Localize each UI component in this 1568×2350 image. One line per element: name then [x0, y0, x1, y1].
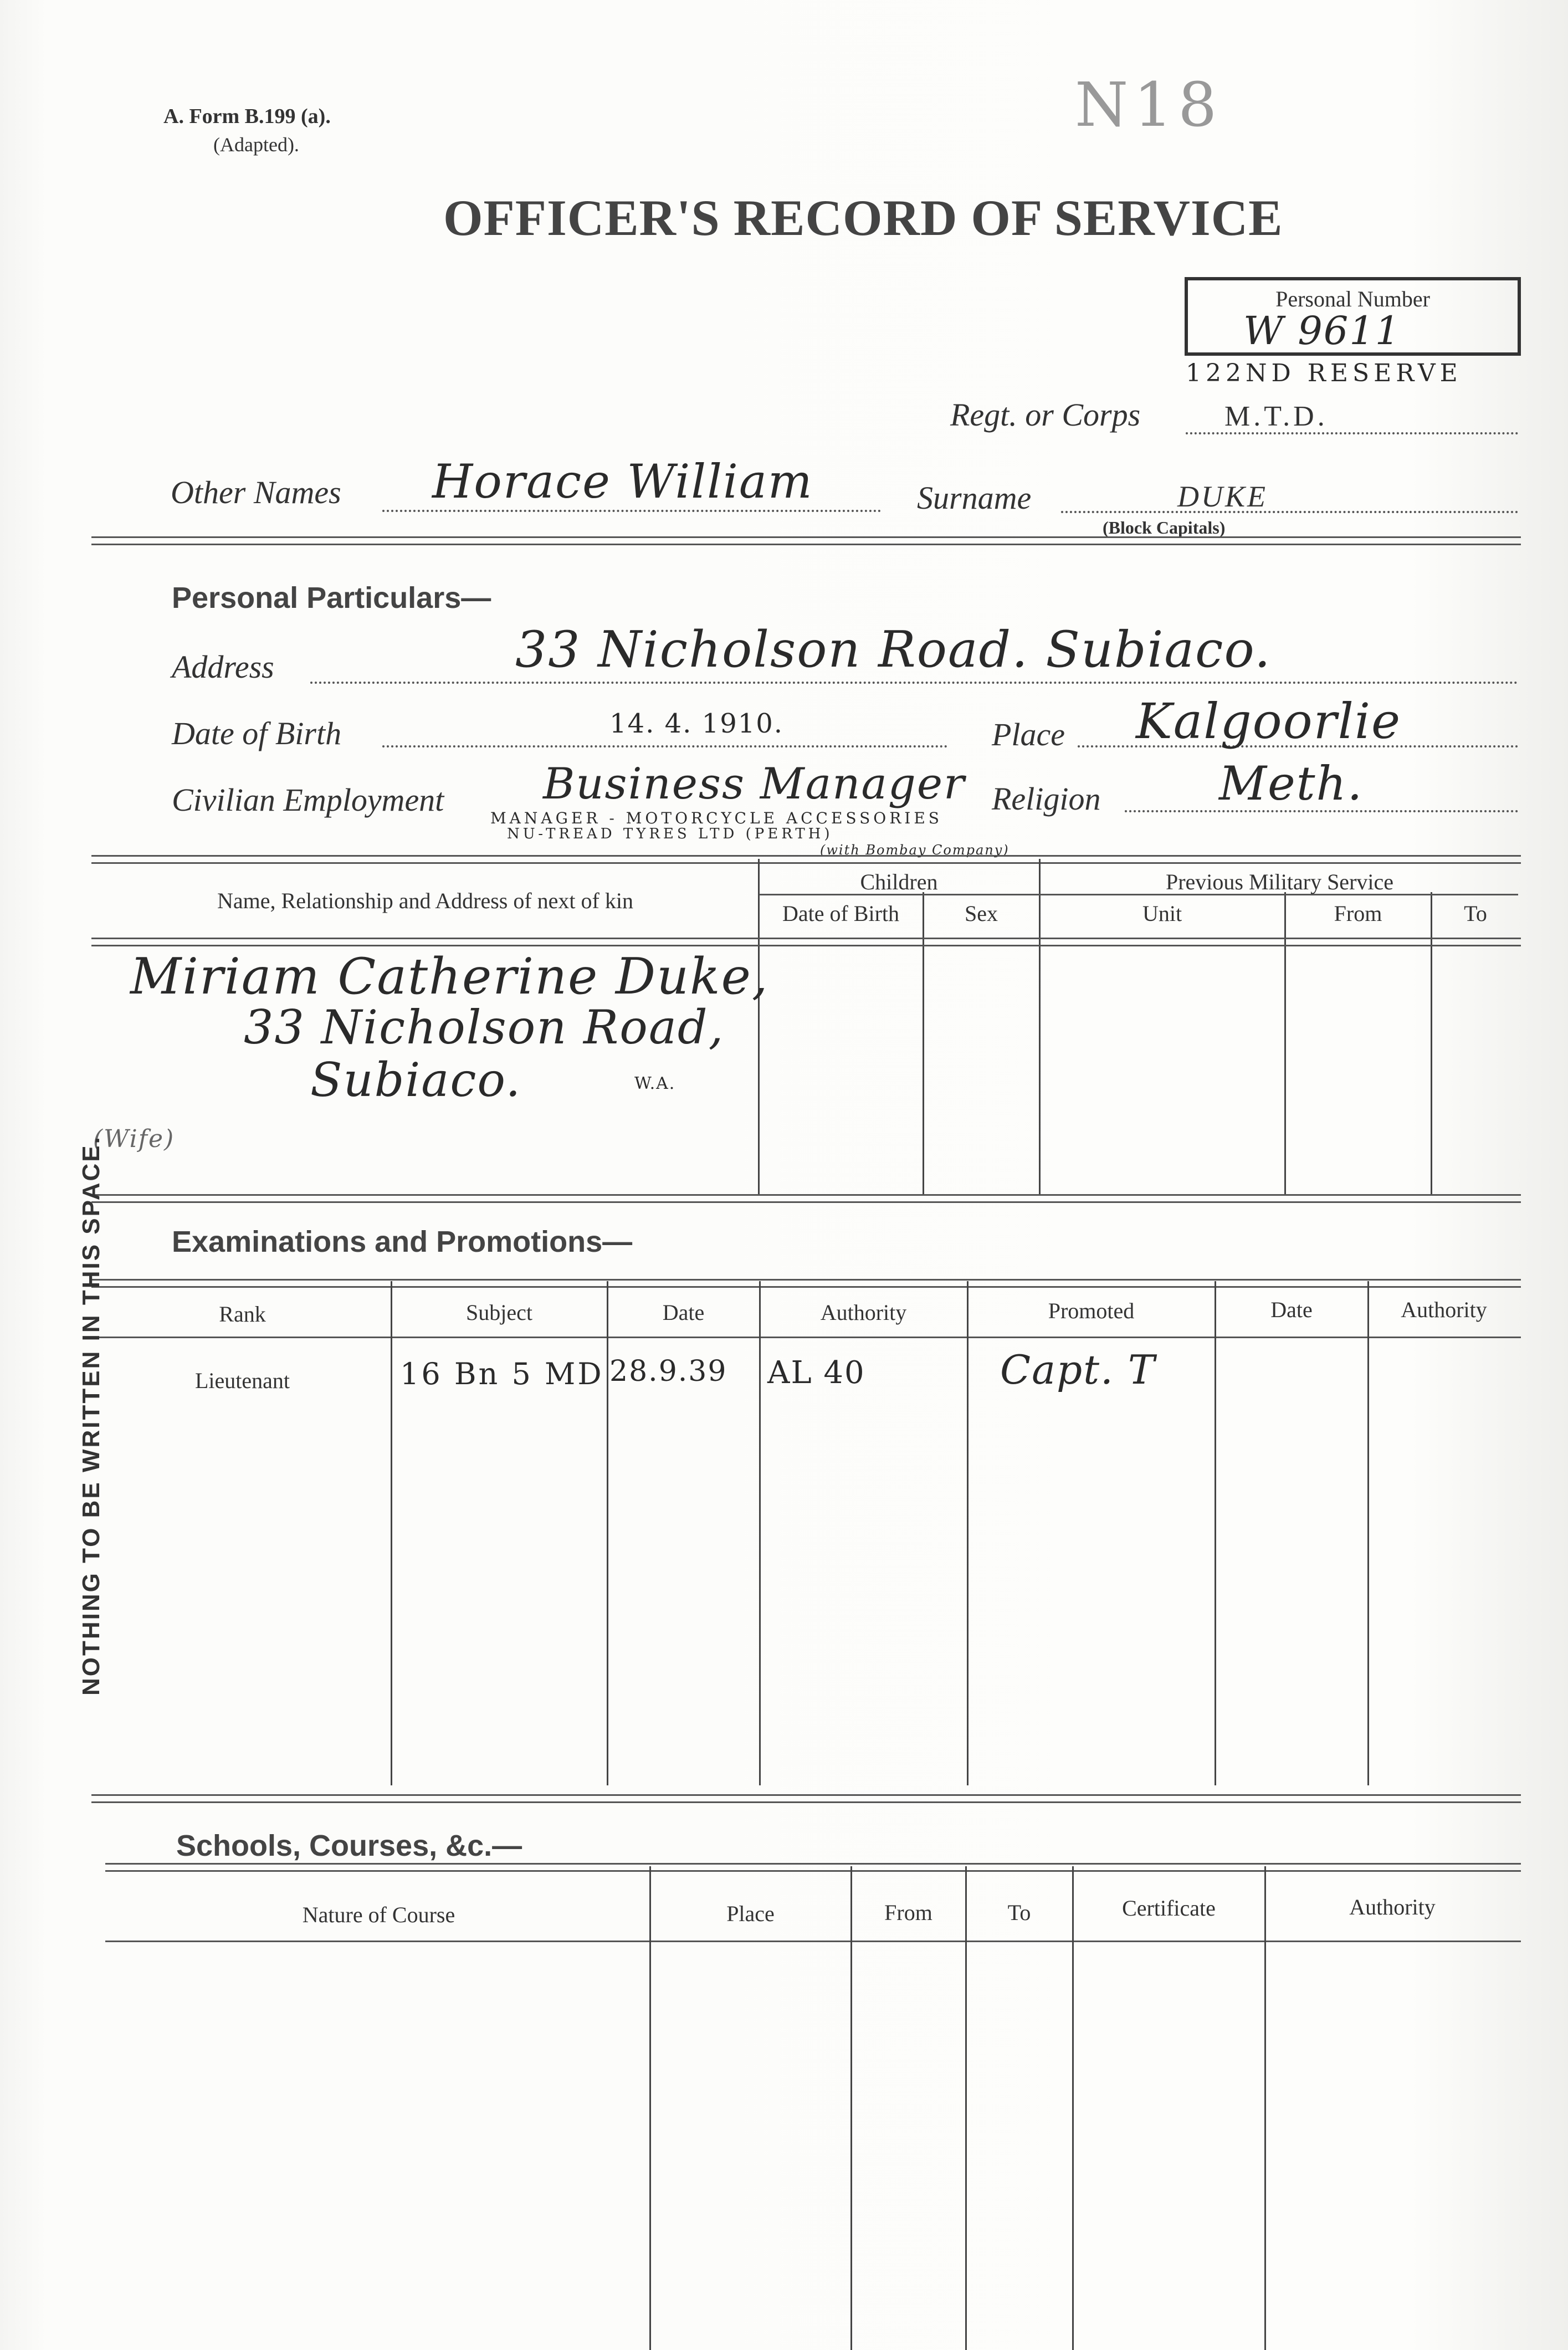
- personal-number-note: 122ND RESERVE: [1186, 359, 1462, 387]
- previous-service-unit-header: Unit: [1142, 901, 1182, 926]
- next-of-kin-address: 33 Nicholson Road,: [244, 1000, 725, 1054]
- employment-value: Business Manager: [543, 759, 966, 809]
- children-sex-header: Sex: [965, 901, 998, 926]
- col-divider: [607, 1281, 608, 1785]
- col-divider: [965, 1866, 967, 2350]
- examinations-heading: Examinations and Promotions—: [172, 1225, 633, 1258]
- table-top-rule: [91, 855, 1521, 864]
- employment-note-2: NU-TREAD TYRES LTD (PERTH): [507, 826, 833, 842]
- courses-col-place: Place: [726, 1901, 775, 1926]
- address-label: Address: [172, 649, 274, 685]
- personal-particulars-heading: Personal Particulars—: [172, 581, 491, 615]
- exams-top-rule: [91, 1279, 1521, 1288]
- courses-top-rule: [105, 1863, 1521, 1872]
- exams-col-promoted: Promoted: [1048, 1298, 1135, 1323]
- previous-service-from-header: From: [1334, 901, 1382, 926]
- surname-label: Surname: [917, 480, 1032, 516]
- exam-rank: Lieutenant: [194, 1368, 290, 1393]
- divider: [91, 536, 1521, 545]
- employment-note-1: MANAGER - MOTORCYCLE ACCESSORIES: [490, 809, 942, 827]
- surname-value: DUKE: [1177, 480, 1268, 513]
- employment-label: Civilian Employment: [172, 782, 444, 818]
- other-names-label: Other Names: [171, 474, 341, 510]
- col-divider: [1367, 1281, 1369, 1785]
- employment-note-3: (with Bombay Company): [820, 842, 1010, 858]
- courses-header-rule: [105, 1941, 1521, 1942]
- religion-value: Meth.: [1219, 756, 1364, 811]
- personal-number-box: [1185, 277, 1521, 356]
- children-header: Children: [860, 869, 938, 894]
- exams-col-rank: Rank: [219, 1302, 266, 1327]
- exam-authority: AL 40: [767, 1355, 865, 1391]
- next-of-kin-name: Miriam Catherine Duke,: [130, 948, 769, 1006]
- courses-col-nature: Nature of Course: [302, 1902, 455, 1927]
- exams-col-date2: Date: [1270, 1297, 1313, 1322]
- exams-col-authority2: Authority: [1401, 1297, 1487, 1322]
- courses-col-certificate: Certificate: [1122, 1896, 1216, 1921]
- previous-service-header: Previous Military Service: [1165, 869, 1394, 894]
- personal-number-label: Personal Number: [1275, 286, 1430, 311]
- col-divider: [759, 1281, 761, 1785]
- surname-line: [1061, 511, 1518, 513]
- place-value: Kalgoorlie: [1136, 693, 1402, 750]
- col-divider: [649, 1866, 651, 2350]
- courses-heading: Schools, Courses, &c.—: [176, 1829, 522, 1862]
- other-names-value: Horace William: [432, 454, 813, 509]
- section-divider: [91, 1794, 1521, 1803]
- next-of-kin-state: W.A.: [634, 1074, 676, 1093]
- courses-col-from: From: [884, 1900, 932, 1925]
- section-divider: [91, 1194, 1521, 1203]
- block-capitals-note: (Block Capitals): [1103, 518, 1226, 537]
- previous-service-to-header: To: [1464, 901, 1487, 926]
- col-divider: [1215, 1281, 1216, 1785]
- place-label: Place: [992, 716, 1065, 752]
- exams-header-rule: [91, 1337, 1521, 1338]
- margin-notice: NOTHING TO BE WRITTEN IN THIS SPACE.: [78, 1135, 105, 1696]
- exams-col-subject: Subject: [466, 1300, 532, 1325]
- next-of-kin-suburb: Subiaco.: [310, 1053, 522, 1107]
- exams-col-date: Date: [662, 1300, 705, 1325]
- courses-col-authority: Authority: [1349, 1895, 1436, 1919]
- header-bottom-rule: [91, 938, 1521, 946]
- annotation-top: N18: [1075, 69, 1223, 140]
- address-value: 33 Nicholson Road. Subiaco.: [515, 621, 1272, 679]
- next-of-kin-header: Name, Relationship and Address of next of kin: [217, 888, 633, 913]
- courses-col-to: To: [1007, 1900, 1031, 1925]
- exam-promoted: Capt. T: [1000, 1346, 1156, 1393]
- col-divider: [391, 1281, 392, 1785]
- address-line: [310, 682, 1518, 684]
- next-of-kin-relation: (Wife): [93, 1125, 175, 1153]
- personal-number-value: W 9611: [1243, 308, 1401, 354]
- form-reference: A. Form B.199 (a).: [163, 105, 331, 128]
- regt-value: M.T.D.: [1224, 401, 1328, 432]
- form-adapted: (Adapted).: [213, 134, 299, 156]
- page-title: OFFICER'S RECORD OF SERVICE: [443, 190, 1283, 246]
- dob-label: Date of Birth: [172, 715, 342, 751]
- religion-label: Religion: [992, 781, 1101, 817]
- col-divider: [967, 1281, 969, 1785]
- dob-line: [382, 745, 947, 748]
- dob-value: 14. 4. 1910.: [609, 708, 784, 739]
- exam-subject: 16 Bn 5 MD: [400, 1356, 604, 1391]
- exam-date: 28.9.39: [609, 1355, 727, 1388]
- col-divider: [850, 1866, 852, 2350]
- other-names-line: [382, 510, 881, 512]
- col-divider: [1072, 1866, 1074, 2350]
- regt-label: Regt. or Corps: [950, 397, 1141, 433]
- children-dob-header: Date of Birth: [782, 901, 900, 926]
- col-divider: [1264, 1866, 1266, 2350]
- exams-col-authority: Authority: [820, 1300, 907, 1325]
